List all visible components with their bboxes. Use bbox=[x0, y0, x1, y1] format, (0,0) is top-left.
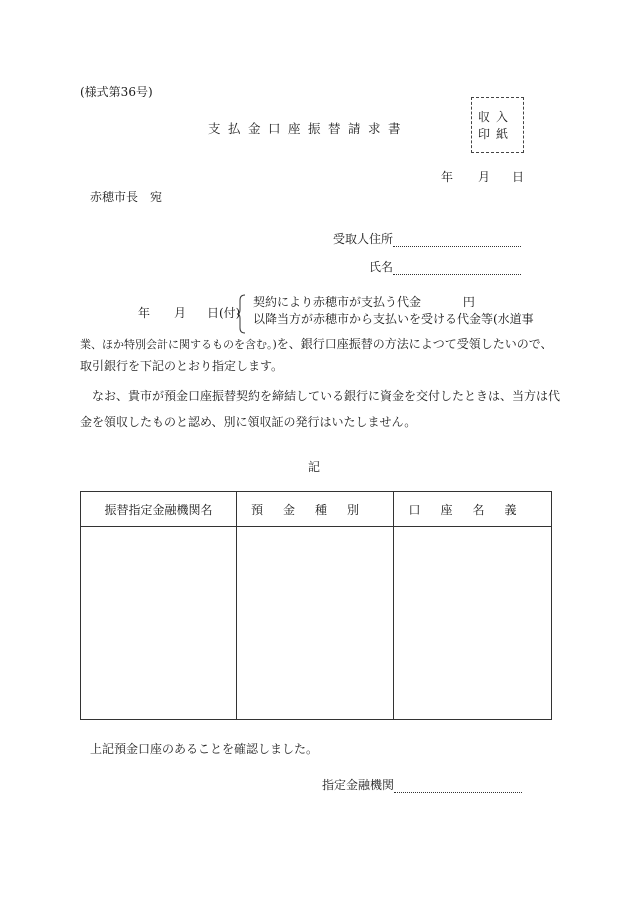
table-header-row bbox=[81, 492, 552, 527]
contract-year: 年 bbox=[138, 306, 151, 320]
stamp-line-2: 印紙 bbox=[478, 127, 515, 141]
recipient-name-label: 氏名 bbox=[369, 260, 394, 274]
contract-month: 月 bbox=[174, 306, 187, 320]
recipient-name bbox=[369, 258, 521, 275]
recipient-address bbox=[333, 230, 521, 247]
account-holder-cell[interactable] bbox=[394, 527, 552, 720]
para2-line2: 金を領収したものと認め、別に領収証の発行はいたしません。 bbox=[80, 415, 417, 429]
revenue-stamp-box bbox=[471, 97, 524, 153]
table-row bbox=[81, 527, 552, 720]
curly-brace-icon bbox=[236, 294, 246, 334]
designated-bank-field[interactable] bbox=[394, 781, 522, 793]
body-line-c-small: 業、ほか特別会計に関するものを含む。) bbox=[80, 338, 277, 351]
recipient-name-field[interactable] bbox=[393, 263, 521, 275]
header-account-holder: 口座名義 bbox=[394, 492, 552, 527]
yen-label: 円 bbox=[462, 295, 475, 309]
contract-day: 日(付) bbox=[207, 306, 241, 320]
body-line-c bbox=[80, 333, 553, 352]
bank-name-cell[interactable] bbox=[81, 527, 237, 720]
body-line-a-text: 契約により赤穂市が支払う代金 bbox=[253, 295, 422, 309]
designated-bank bbox=[322, 776, 522, 793]
recipient-address-field[interactable] bbox=[393, 235, 521, 247]
date-month: 月 bbox=[478, 170, 491, 184]
stamp-line-1: 収入 bbox=[478, 110, 515, 124]
recipient-address-label: 受取人住所 bbox=[333, 232, 394, 246]
date-day: 日 bbox=[512, 170, 525, 184]
confirmation-text: 上記預金口座のあることを確認しました。 bbox=[90, 742, 319, 756]
addressee: 赤穂市長 宛 bbox=[90, 190, 163, 204]
body-line-d: 取引銀行を下記のとおり指定します。 bbox=[80, 359, 284, 373]
page-title: 支払金口座振替請求書 bbox=[208, 121, 409, 136]
header-bank-name: 振替指定金融機関名 bbox=[81, 492, 237, 527]
body-line-c-rest: を、銀行口座振替の方法によつて受領したいので、 bbox=[276, 337, 553, 351]
form-number: (様式第36号) bbox=[80, 85, 153, 99]
date-year: 年 bbox=[441, 170, 454, 184]
body-line-a bbox=[253, 293, 475, 310]
bank-account-table bbox=[80, 491, 552, 720]
designated-bank-label: 指定金融機関 bbox=[322, 778, 395, 792]
header-deposit-type: 預金種別 bbox=[237, 492, 394, 527]
body-line-b: 以降当方が赤穂市から支払いを受ける代金等(水道事 bbox=[253, 312, 534, 326]
para2-line1: なお、貴市が預金口座振替契約を締結している銀行に資金を交付したときは、当方は代 bbox=[92, 389, 561, 403]
deposit-type-cell[interactable] bbox=[237, 527, 394, 720]
ki-heading: 記 bbox=[308, 460, 321, 474]
